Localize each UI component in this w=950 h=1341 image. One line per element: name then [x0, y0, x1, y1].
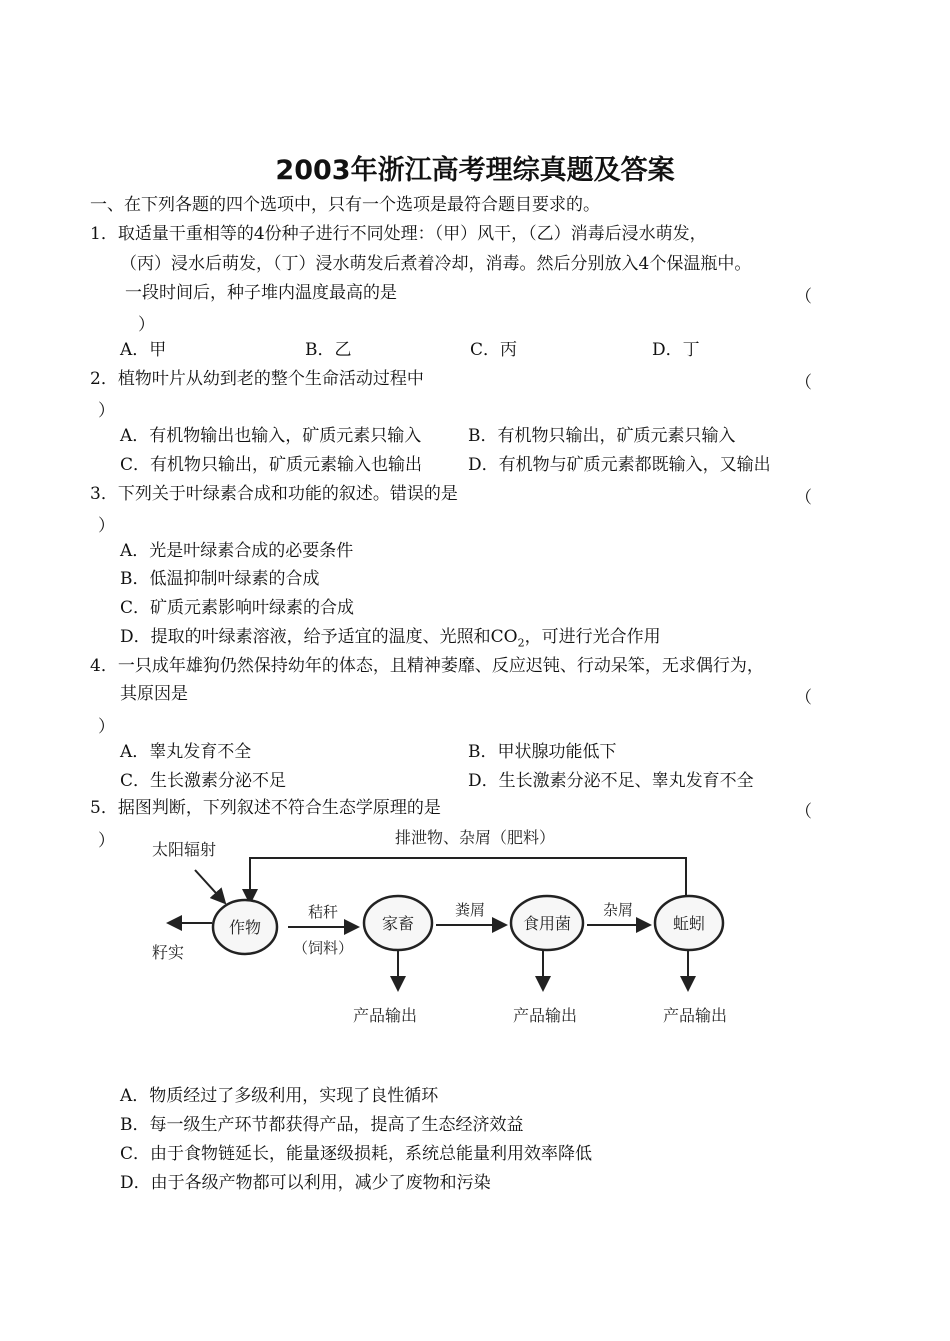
node-crop-label: 作物: [228, 918, 262, 937]
q4-option-c: C．生长激素分泌不足: [120, 771, 287, 791]
q2-answer-paren-close: ）: [98, 401, 115, 421]
fertilizer-label: 排泄物、杂屑（肥料）: [395, 828, 556, 847]
output-label-livestock: 产品输出: [352, 1006, 418, 1025]
q5-option-c: C．由于食物链延长，能量逐级损耗，系统总能量利用效率降低: [120, 1144, 593, 1164]
section-heading: 一、在下列各题的四个选项中，只有一个选项是最符合题目要求的。: [90, 195, 600, 215]
edge-straw-label: 秸秆: [307, 903, 339, 921]
q3-option-d-tail: ，可进行光合作用: [524, 627, 661, 647]
q1-option-a: A．甲: [120, 340, 167, 360]
q1-line-1: 1．取适量干重相等的4份种子进行不同处理：（甲）风干，（乙）消毒后浸水萌发，: [90, 224, 707, 244]
q4-option-d: D．生长激素分泌不足、睾丸发育不全: [468, 771, 754, 791]
ecology-diagram: [140, 815, 780, 1035]
q4-answer-paren-open: （: [795, 688, 812, 708]
node-mushroom-label: 食用菌: [522, 914, 572, 933]
q1-option-b: B．乙: [305, 340, 352, 360]
seed-label: 籽实: [152, 943, 185, 962]
q2-option-c: C．有机物只输出，矿质元素输入也输出: [120, 455, 423, 475]
q5-option-d: D．由于各级产物都可以利用，减少了废物和污染: [120, 1173, 491, 1193]
edge-waste-label: 杂屑: [602, 901, 634, 919]
page-title: 2003年浙江高考理综真题及答案: [275, 155, 675, 186]
q3-option-b: B．低温抑制叶绿素的合成: [120, 569, 320, 589]
q3-line-1: 3．下列关于叶绿素合成和功能的叙述。错误的是: [90, 484, 458, 504]
edge-manure-label: 粪屑: [454, 901, 486, 919]
q4-option-b: B．甲状腺功能低下: [468, 742, 617, 762]
q2-option-d: D．有机物与矿质元素都既输入，又输出: [468, 455, 771, 475]
q1-line-2: （丙）浸水后萌发，（丁）浸水萌发后煮着冷却，消毒。然后分别放入4个保温瓶中。: [120, 254, 752, 274]
q2-option-a: A．有机物输出也输入，矿质元素只输入: [120, 426, 422, 446]
q3-option-c: C．矿质元素影响叶绿素的合成: [120, 598, 355, 618]
q3-answer-paren-close: ）: [98, 516, 115, 536]
sun-radiation-label: 太阳辐射: [152, 840, 217, 859]
q1-option-c: C．丙: [470, 340, 518, 360]
q4-line-2: 其原因是: [120, 684, 188, 704]
q1-answer-paren-close: ）: [138, 315, 155, 335]
q5-answer-paren-close: ）: [98, 831, 115, 851]
output-label-mushroom: 产品输出: [512, 1006, 578, 1025]
q4-line-1: 4．一只成年雄狗仍然保持幼年的体态，且精神萎靡、反应迟钝、行动呆笨，无求偶行为，: [90, 656, 764, 676]
sun-arrow: [195, 870, 225, 903]
q3-option-d-text: D．提取的叶绿素溶液，给予适宜的温度、光照和CO: [120, 627, 518, 647]
q1-line-3: 一段时间后，种子堆内温度最高的是: [125, 283, 397, 303]
edge-feed-label: （饲料）: [292, 939, 354, 957]
q2-option-b: B．有机物只输出，矿质元素只输入: [468, 426, 736, 446]
q3-option-d-subscript: 2: [517, 636, 525, 650]
q5-answer-paren-open: （: [795, 802, 812, 822]
q3-answer-paren-open: （: [795, 488, 812, 508]
node-earthworm-label: 蚯蚓: [672, 914, 706, 933]
output-label-earthworm: 产品输出: [662, 1006, 728, 1025]
q3-option-d: [120, 626, 661, 654]
q5-option-b: B．每一级生产环节都获得产品，提高了生态经济效益: [120, 1115, 524, 1135]
fertilizer-loop-line: [250, 858, 686, 903]
node-livestock-label: 家畜: [381, 914, 415, 933]
q2-line-1: 2．植物叶片从幼到老的整个生命活动过程中: [90, 369, 424, 389]
q5-line-1: 5．据图判断，下列叙述不符合生态学原理的是: [90, 798, 441, 818]
q1-answer-paren-open: （: [795, 287, 812, 307]
q2-answer-paren-open: （: [795, 373, 812, 393]
q4-answer-paren-close: ）: [98, 717, 115, 737]
q4-option-a: A．睾丸发育不全: [120, 742, 252, 762]
q3-option-a: A．光是叶绿素合成的必要条件: [120, 541, 354, 561]
q5-option-a: A．物质经过了多级利用，实现了良性循环: [120, 1086, 439, 1106]
q1-option-d: D．丁: [652, 340, 700, 360]
